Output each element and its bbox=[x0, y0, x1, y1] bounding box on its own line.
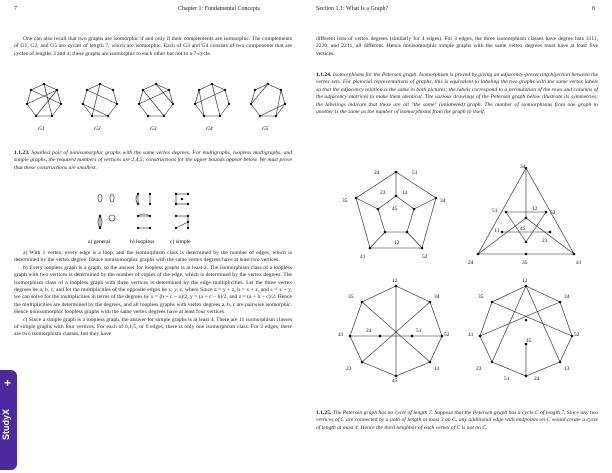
p3-label-45: 45 bbox=[392, 378, 398, 384]
complement-graphs-figure bbox=[14, 78, 294, 138]
p3-label-12: 12 bbox=[392, 278, 398, 284]
p3-label-23: 23 bbox=[346, 366, 352, 372]
p2-label-13: 13 bbox=[494, 228, 500, 234]
subcaption-simple: c) simple bbox=[170, 239, 191, 245]
p1-label-23: 23 bbox=[380, 190, 386, 196]
p2-label-45: 45 bbox=[520, 226, 526, 232]
exercise-125-title: The Petersen graph has no cycle of length 7. Suppose that the Petersen graph has a cycle C of length 7. Since any two vertices of C are connected by a path of length at most 3 on C, any additional edge with endpoints on C would create a cycle of length at most 4. Hence the third neighbor of each vertex of C is not on C. bbox=[316, 410, 598, 431]
exercise-123-text: Smallest pair of nonisomorphic graphs with the same vertex degrees. For multigraphs, loopless multigraphs, and simple graphs, the required numbers of vertices are 2,4,5; constructions for the upper bounds appear below. We must prove that these constructions are smallest. bbox=[14, 150, 292, 171]
p4-label-13: 13 bbox=[564, 366, 570, 372]
p4-label-52: 52 bbox=[574, 332, 580, 338]
p2-label-24: 24 bbox=[468, 260, 474, 266]
p1-label-35: 35 bbox=[342, 198, 348, 204]
right-running-header: Section 1.1: What Is a Graph? bbox=[316, 6, 389, 12]
graph-label-g5: G5 bbox=[262, 126, 269, 132]
p3-label-34: 34 bbox=[434, 294, 440, 300]
p3-label-41: 41 bbox=[338, 332, 344, 338]
exercise-124-text: Isomorphisms for the Petersen graph. Isomorphism is proved by giving an adjacency-preserving bijection between the vertex sets. For pictorial representations of graphs, this is equivalent to labeling the two graphs with the same vertex labels so that the adjacency relation is the same in both pictures; the labels correspond to a permutation of the rows and columns of the adjacency matrices to make them identical. The various drawings of the Petersen graph below illustrate its symmetries; the labelings indicate that these are all "the same" (unlabeled) graph. The number of isomorphisms from one graph to another is the same as the number of isomorphisms from the graph to itself. bbox=[316, 72, 598, 116]
graph-g4 bbox=[195, 84, 229, 116]
continuation-paragraph: different lists of vertex degrees (similarly for 4 edges). For 3 edges, the three isomorphism classes have degree lists 3111, 2220, and 2211, all different. Hence nonisomorphic simple graphs with the same vertex degrees must have at least five vertices. bbox=[316, 36, 598, 57]
left-running-header: Chapter 1: Fundamental Concepts bbox=[178, 6, 260, 12]
petersen-drawing-3 bbox=[350, 286, 442, 376]
left-page-number: 7 bbox=[14, 6, 17, 12]
p4-label-51: 51 bbox=[504, 376, 510, 382]
exercise-123-number: 1.1.23. bbox=[14, 150, 30, 156]
graph-label-g4: G4 bbox=[206, 126, 213, 132]
p2-label-35: 35 bbox=[522, 260, 528, 266]
para-c: c) Since a simple graph is a loopless graph, the answer for simple graphs is at least 4. There are 11 isomorphism classes of simple graphs with four vertices. For each of 0,1,5, or 6 edges, there is only one isomorphism class. For 2 edges, there are two isomorphism classes, but they have bbox=[14, 316, 292, 338]
para-a: a) With 1 vertex, every edge is a loop, and the isomorphism class is determined by the number of edges, which is determined by the vertex degree. Hence nonisomorphic graphs with the same vertex degrees have at least two vertices. bbox=[14, 250, 292, 264]
multigraph-constructions-figure bbox=[80, 188, 230, 248]
subcaption-general: a) general bbox=[88, 239, 111, 245]
p3-label-52: 52 bbox=[444, 332, 450, 338]
p2-label-52: 52 bbox=[550, 210, 556, 216]
p3-label-35: 35 bbox=[348, 294, 354, 300]
subcaption-loopless: b) loopless bbox=[130, 239, 155, 245]
graph-label-g3: G3 bbox=[150, 126, 157, 132]
graph-g3 bbox=[139, 84, 173, 116]
graph-label-g1: G1 bbox=[38, 126, 45, 132]
p1-label-12: 12 bbox=[394, 240, 400, 246]
p3-label-51: 51 bbox=[416, 328, 422, 334]
p2-label-23: 23 bbox=[542, 238, 548, 244]
petersen-drawing-4 bbox=[480, 286, 572, 376]
p4-label-23: 23 bbox=[476, 366, 482, 372]
left-body-text bbox=[14, 250, 292, 339]
graph-label-g2: G2 bbox=[94, 126, 101, 132]
p1-label-41: 41 bbox=[360, 254, 366, 260]
para-b: b) Every loopless graph is a graph, so the answer for loopless graphs is at least 2. The isomorphism class of a loopless graph with two vertices is determined by the number of copies of the edge, which is determined by the vertex degrees. The isomorphism class of a loopless graph with three vertices is determined by the edge multiplicities. Let the three vertex degrees be a, b, c, and let the multiplicities of the opposite edges be x, y, z, where Since a = y + z, b = x + z, and c = x + y, we can solve for the multiplicities in terms of the degrees by x = (b + c − a)/2, y = (a + c − b)/2, and z = (a + b − c)/2. Hence the multiplicities are determined by the degrees, and all loopless graphs with vertex degrees a, b, c are pairwise isomorphic. Hence nonisomorphic loopless graphs with the same vertex degrees have at least four vertices. bbox=[14, 264, 293, 316]
p4-label-41: 41 bbox=[468, 332, 474, 338]
right-page-number: 8 bbox=[592, 6, 595, 12]
p1-label-52: 52 bbox=[422, 254, 428, 260]
exercise-125-number: 1.1.25. bbox=[316, 410, 332, 416]
p4-label-35: 35 bbox=[478, 294, 484, 300]
right-page bbox=[306, 0, 612, 473]
p1-label-51: 51 bbox=[412, 170, 418, 176]
p4-label-24: 24 bbox=[534, 376, 540, 382]
studyx-brand: StudyX bbox=[1, 408, 11, 440]
p4-label-34: 34 bbox=[564, 294, 570, 300]
p1-label-45: 45 bbox=[392, 206, 398, 212]
exercise-123 bbox=[14, 150, 292, 172]
p1-label-24: 24 bbox=[374, 170, 380, 176]
exercise-124 bbox=[316, 72, 598, 116]
studyx-sidebar-button[interactable] bbox=[0, 370, 17, 470]
petersen-drawings-figure bbox=[336, 162, 586, 384]
graph-g1 bbox=[27, 84, 61, 116]
graph-g5 bbox=[251, 84, 285, 116]
p3-label-13: 13 bbox=[434, 366, 440, 372]
p1-label-13: 13 bbox=[402, 190, 408, 196]
p3-label-24: 24 bbox=[366, 328, 372, 334]
intro-paragraph: One can also recall that two graphs are isomorphic if and only if their complements are isomorphic. The complements of G1, G2, and G5 are cycles of length 7, which are isomorphic. Each of G3 and G4 consists of two components that are cycles of lengths 3 and 4; these graphs are isomorphic to each other but not to a 7-cycle. bbox=[14, 36, 292, 57]
p2-label-34: 34 bbox=[520, 164, 526, 170]
p2-label-51: 51 bbox=[492, 208, 498, 214]
p2-label-12: 12 bbox=[532, 206, 538, 212]
plus-icon: + bbox=[4, 376, 12, 390]
p4-label-12: 12 bbox=[522, 278, 528, 284]
p4-label-45: 45 bbox=[526, 338, 532, 344]
exercise-124-number: 1.1.24. bbox=[316, 72, 332, 78]
graph-g2 bbox=[83, 84, 117, 116]
p2-label-41: 41 bbox=[576, 260, 582, 266]
p1-label-34: 34 bbox=[440, 198, 446, 204]
exercise-125 bbox=[316, 410, 598, 432]
